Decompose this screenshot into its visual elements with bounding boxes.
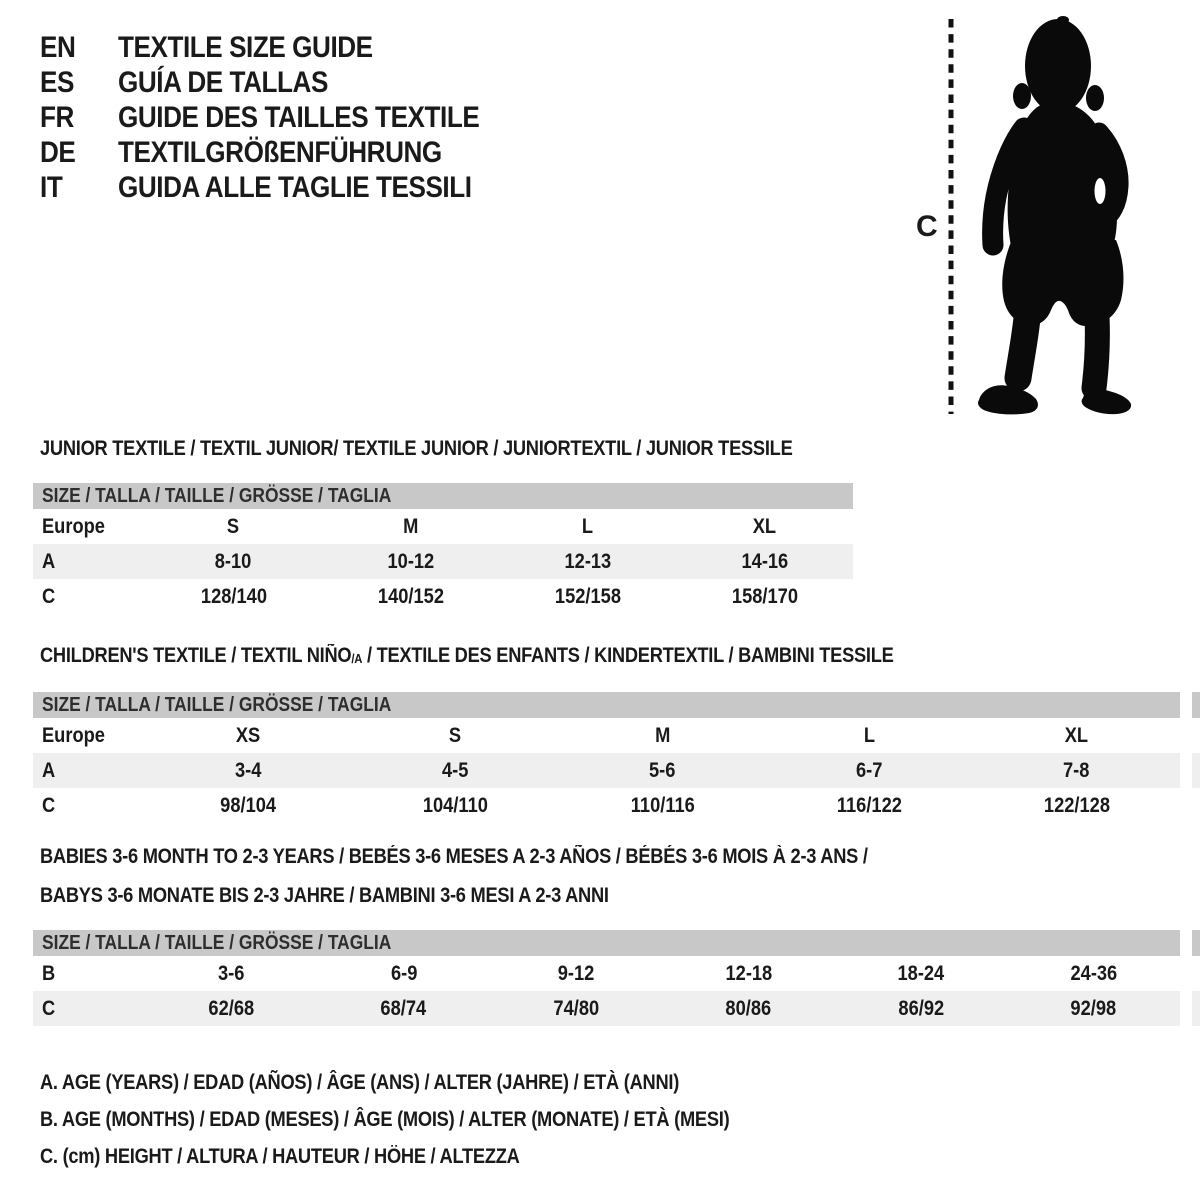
row-label: C bbox=[42, 793, 56, 817]
size-cell: 8-10 bbox=[215, 549, 252, 573]
row-label: B bbox=[42, 961, 56, 985]
lang-row-es bbox=[40, 65, 533, 100]
height-measure-label: C bbox=[916, 210, 938, 243]
table-row bbox=[33, 579, 853, 614]
lang-code: FR bbox=[40, 100, 74, 134]
size-cell: 10-12 bbox=[387, 549, 434, 573]
size-cell: 152/158 bbox=[554, 584, 621, 608]
size-cell: 6-9 bbox=[390, 961, 417, 985]
junior-size-table bbox=[33, 483, 853, 614]
size-cell: 6-7 bbox=[856, 758, 883, 782]
size-cell: 158/170 bbox=[731, 584, 798, 608]
row-label: C bbox=[42, 584, 56, 608]
table-row bbox=[33, 718, 1180, 753]
size-cell: 140/152 bbox=[377, 584, 444, 608]
right-edge-artifact bbox=[1192, 692, 1200, 718]
size-cell: 7-8 bbox=[1063, 758, 1090, 782]
table-row bbox=[33, 956, 1180, 991]
title-subscript: /A bbox=[351, 651, 363, 666]
lang-code: ES bbox=[40, 65, 74, 99]
row-label: Europe bbox=[42, 723, 105, 747]
lang-code: IT bbox=[40, 170, 63, 204]
row-label: C bbox=[42, 996, 56, 1020]
size-cell: L bbox=[581, 514, 594, 538]
size-cell: 80/86 bbox=[725, 996, 772, 1020]
size-cell: 18-24 bbox=[897, 961, 945, 985]
size-cell: 74/80 bbox=[553, 996, 600, 1020]
size-cell: 128/140 bbox=[200, 584, 267, 608]
legend-age-months: B. AGE (MONTHS) / EDAD (MESES) / ÂGE (MOIS) / ALTER (MONATE) / ETÀ (MESI) bbox=[40, 1108, 730, 1131]
size-cell: 3-4 bbox=[235, 758, 262, 782]
size-cell: 110/116 bbox=[630, 793, 695, 817]
language-title-block bbox=[40, 30, 533, 205]
size-cell: XS bbox=[236, 723, 261, 747]
children-size-table bbox=[33, 692, 1180, 823]
toddler-silhouette bbox=[978, 16, 1131, 414]
size-cell: 9-12 bbox=[557, 961, 595, 985]
lang-row-en bbox=[40, 30, 533, 65]
size-cell: 5-6 bbox=[649, 758, 676, 782]
table-row bbox=[33, 991, 1180, 1026]
size-header-bar: SIZE / TALLA / TAILLE / GRÖSSE / TAGLIA bbox=[33, 930, 1180, 956]
toddler-silhouette-figure bbox=[900, 0, 1200, 440]
size-cell: 98/104 bbox=[220, 793, 277, 817]
lang-row-it bbox=[40, 170, 533, 205]
lang-row-fr bbox=[40, 100, 533, 135]
children-section-title: CHILDREN'S TEXTILE / TEXTIL NIÑO/A / TEXTILE DES ENFANTS / KINDERTEXTIL / BAMBINI TESSILE bbox=[40, 644, 894, 667]
babies-section-title-line1: BABIES 3-6 MONTH TO 2-3 YEARS / BEBÉS 3-6 MESES A 2-3 AÑOS / BÉBÉS 3-6 MOIS À 2-3 ANS / bbox=[40, 845, 868, 868]
right-edge-artifact bbox=[1192, 991, 1200, 1026]
guide-title-es: GUÍA DE TALLAS bbox=[118, 65, 328, 99]
size-cell: 104/110 bbox=[422, 793, 489, 817]
legend-age-years: A. AGE (YEARS) / EDAD (AÑOS) / ÂGE (ANS) / ALTER (JAHRE) / ETÀ (ANNI) bbox=[40, 1071, 680, 1094]
row-label: A bbox=[42, 549, 56, 573]
size-cell: 24-36 bbox=[1070, 961, 1118, 985]
lang-row-de bbox=[40, 135, 533, 170]
guide-title-fr: GUIDE DES TAILLES TEXTILE bbox=[118, 100, 480, 134]
size-cell: 12-18 bbox=[725, 961, 773, 985]
table-row bbox=[33, 509, 853, 544]
size-cell: 12-13 bbox=[564, 549, 611, 573]
babies-section-title-line2: BABYS 3-6 MONATE BIS 2-3 JAHRE / BAMBINI 3-6 MESI A 2-3 ANNI bbox=[40, 884, 609, 907]
guide-title-de: TEXTILGRÖßENFÜHRUNG bbox=[118, 135, 442, 169]
right-edge-artifact bbox=[1192, 930, 1200, 956]
size-cell: M bbox=[402, 514, 419, 538]
size-cell: 86/92 bbox=[898, 996, 945, 1020]
size-cell: 62/68 bbox=[208, 996, 255, 1020]
size-cell: S bbox=[227, 514, 240, 538]
size-header-bar: SIZE / TALLA / TAILLE / GRÖSSE / TAGLIA bbox=[33, 483, 853, 509]
size-cell: 14-16 bbox=[741, 549, 788, 573]
lang-code: DE bbox=[40, 135, 76, 169]
lang-code: EN bbox=[40, 30, 76, 64]
size-cell: 122/128 bbox=[1043, 793, 1110, 817]
size-cell: XL bbox=[1064, 723, 1089, 747]
junior-section-title: JUNIOR TEXTILE / TEXTIL JUNIOR/ TEXTILE JUNIOR / JUNIORTEXTIL / JUNIOR TESSILE bbox=[40, 437, 793, 460]
guide-title-it: GUIDA ALLE TAGLIE TESSILI bbox=[118, 170, 472, 204]
row-label: A bbox=[42, 758, 56, 782]
size-header-bar: SIZE / TALLA / TAILLE / GRÖSSE / TAGLIA bbox=[33, 692, 1180, 718]
table-row bbox=[33, 753, 1180, 788]
right-edge-artifact bbox=[1192, 753, 1200, 788]
row-label: Europe bbox=[42, 514, 105, 538]
size-cell: 3-6 bbox=[218, 961, 245, 985]
babies-size-table bbox=[33, 930, 1180, 1026]
legend-height-cm: C. (cm) HEIGHT / ALTURA / HAUTEUR / HÖHE / ALTEZZA bbox=[40, 1145, 520, 1168]
guide-title-en: TEXTILE SIZE GUIDE bbox=[118, 30, 373, 64]
size-cell: XL bbox=[752, 514, 777, 538]
table-row bbox=[33, 788, 1180, 823]
size-cell: 4-5 bbox=[442, 758, 469, 782]
size-cell: L bbox=[863, 723, 876, 747]
table-row bbox=[33, 544, 853, 579]
size-cell: M bbox=[654, 723, 671, 747]
size-cell: 92/98 bbox=[1070, 996, 1117, 1020]
size-cell: 68/74 bbox=[380, 996, 427, 1020]
size-cell: 116/122 bbox=[836, 793, 903, 817]
size-cell: S bbox=[449, 723, 462, 747]
